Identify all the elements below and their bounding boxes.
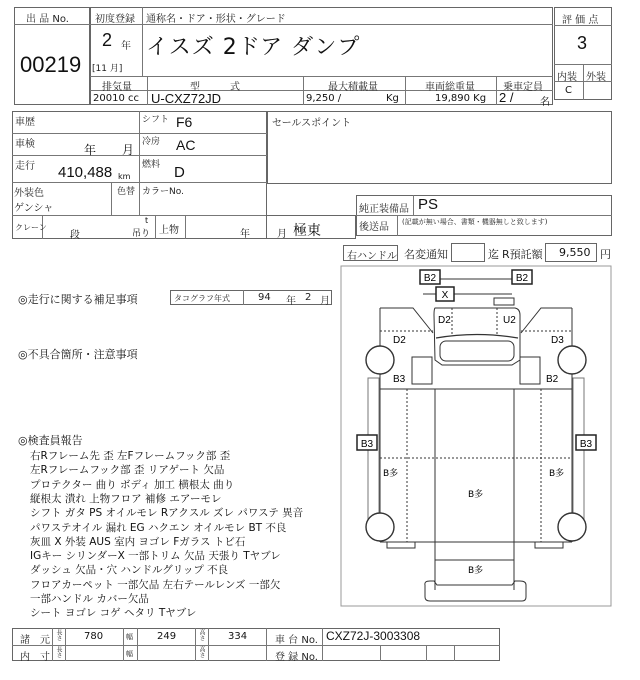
mileage-value: 410,488 (58, 164, 113, 181)
report-line: パワステオイル 漏れ EG ハクエン オイルモレ BT 不良 (30, 521, 287, 534)
interior-grade: C (565, 85, 572, 96)
inspector-report-title: ◎検査員報告 (18, 434, 83, 447)
report-line: シート ヨゴレ コゲ ヘタリ Tヤブレ (30, 607, 197, 620)
lot-label: 出 品 No. (26, 14, 69, 25)
registration-label: 登 録 No. (275, 652, 318, 663)
first-registration-year: 2 (102, 30, 113, 50)
width-label: 幅 (126, 633, 133, 641)
crane-label: クレーン (15, 223, 47, 232)
score-label: 評 価 点 (562, 15, 599, 26)
capacity-value: 2 / (499, 90, 514, 105)
recycle-unit: 円 (600, 248, 611, 261)
tag-bed-right: B多 (549, 469, 565, 479)
color-label: 外装色 (14, 188, 44, 199)
height-label: 高さ (198, 629, 205, 641)
color-change-label: 色替 (117, 187, 136, 197)
inner-length-label: 長さ (55, 646, 62, 658)
body-label: 上物 (159, 225, 179, 236)
capacity-unit: 名 (540, 97, 550, 108)
dims-label: 諸 元 (20, 635, 50, 646)
recycle-amount: 9,550 (559, 246, 591, 259)
defects-title: ◎不具合箇所・注意事項 (18, 348, 138, 361)
report-line: プロテクター 曲り ボディ 加工 横根太 曲り (30, 478, 235, 491)
tag-right-step: B2 (546, 374, 559, 385)
body-year: 年 (240, 229, 250, 240)
tag-front-bumper-left: B2 (423, 273, 437, 284)
first-registration-month: [11 月] (92, 64, 123, 74)
diagram-frame (341, 266, 611, 606)
front-right-wheel (558, 346, 586, 374)
tag-tailgate: B多 (468, 566, 484, 576)
model-label: 型 式 (190, 82, 240, 93)
paid-mark: 迄 (488, 248, 499, 261)
tag-left-door: D2 (393, 335, 406, 346)
tacho-month-unit: 月 (320, 296, 330, 307)
handle-value: 右ハンドル (347, 251, 397, 262)
tag-front-bumper-right: B2 (515, 273, 529, 284)
tag-bed-center: B多 (468, 490, 484, 500)
chassis-number: CXZ72J-3003308 (326, 629, 421, 643)
vehicle-name: イスズ 2ドア ダンプ (146, 35, 361, 60)
tacho-year-unit: 年 (286, 296, 296, 307)
tag-left-step: B3 (393, 374, 406, 385)
max-load-label: 最大積載量 (328, 82, 378, 93)
driving-notes-title: ◎走行に関する補足事項 (18, 293, 138, 306)
width-value: 249 (157, 631, 177, 642)
recycle-label: R預託額 (502, 248, 543, 261)
lot-number: 00219 (20, 52, 82, 77)
report-line: フロアカーペット 一部欠品 左右テールレンズ 一部欠 (30, 578, 281, 591)
tag-left-side: B3 (360, 439, 374, 450)
interior-label: 内装 (557, 72, 577, 83)
gross-weight-label: 車両総重量 (425, 82, 475, 93)
rear-bumper (425, 581, 526, 601)
front-left-wheel (366, 346, 394, 374)
tag-right-door: D3 (551, 335, 564, 346)
color-value: ゲンシャ (14, 203, 54, 214)
length-label: 長さ (55, 629, 62, 641)
sales-point-label: セールスポイント (272, 118, 352, 129)
max-load-value: 9,250 / (306, 93, 342, 104)
ac-label: 冷房 (142, 137, 161, 147)
mileage-unit: km (118, 172, 131, 181)
later-items-label: 後送品 (359, 222, 389, 233)
ac-value: AC (176, 137, 196, 153)
inspection-year: 年 (84, 143, 97, 157)
score-value: 3 (577, 33, 588, 53)
report-line: 灰皿 X 外装 AUS 室内 ヨゴレ Fガラス トビ石 (30, 535, 246, 548)
body-maker: 極東 (293, 223, 321, 239)
inner-width-label: 幅 (126, 650, 133, 658)
report-line: 縦根太 潰れ 上物フロア 補修 エアーモレ (30, 492, 222, 505)
name-label: 通称名・ドア・形状・グレード (146, 14, 286, 25)
tag-cab-right: U2 (503, 315, 516, 326)
truck-damage-diagram (340, 265, 612, 607)
rear-right-wheel (558, 513, 586, 541)
capacity-label: 乗車定員 (503, 82, 543, 93)
shift-label: シフト (142, 115, 170, 125)
crane-stage: 段 (70, 230, 80, 241)
tacho-year: 94 (258, 292, 271, 303)
inspection-label: 車検 (15, 139, 35, 150)
tacho-label: タコグラフ年式 (174, 294, 230, 303)
report-line: 一部ハンドル カバー欠品 (30, 593, 149, 605)
rear-left-wheel (366, 513, 394, 541)
report-line: IGキー シリンダーX 一部トリム 欠品 天張り Tヤブレ (30, 550, 281, 563)
first-registration-label: 初度登録 (95, 14, 135, 25)
year-unit: 年 (121, 41, 131, 52)
tag-cab-left: D2 (438, 315, 451, 326)
displacement-value: 20010 cc (93, 93, 139, 104)
history-label: 車歴 (15, 117, 35, 128)
color-no-label: カラーNo. (142, 187, 184, 197)
name-change-label: 名変通知 (404, 248, 448, 261)
report-line: シフト ガタ PS オイルモレ Rアクスル ズレ パワステ 異音 (30, 507, 304, 520)
tag-right-side: B3 (579, 439, 593, 450)
inspection-month: 月 (122, 143, 135, 157)
fuel-label: 燃料 (142, 160, 161, 170)
exterior-label: 外装 (586, 72, 606, 83)
name-change-box (451, 243, 485, 262)
model-value: U-CXZ72JD (151, 91, 222, 106)
shift-value: F6 (176, 114, 193, 130)
inner-height-label: 高さ (198, 646, 205, 658)
body-month: 月 (277, 229, 287, 240)
tag-bed-left: B多 (383, 469, 399, 479)
report-line: ダッシュ 欠品・穴 ハンドルグリップ 不良 (30, 564, 229, 577)
length-value: 780 (84, 631, 104, 642)
report-line: 左Rフレームフック部 歪 リアゲート 欠品 (30, 464, 225, 477)
windshield (440, 341, 514, 361)
fuel-value: D (174, 164, 185, 181)
crane-t: t (145, 216, 149, 225)
chassis-label: 車 台 No. (275, 635, 318, 646)
max-load-unit: Kg (386, 93, 399, 104)
tacho-month: 2 (305, 292, 312, 303)
inner-dims-label: 内 寸 (20, 652, 50, 663)
mileage-label: 走行 (15, 161, 35, 172)
equipment-label: 純正装備品 (359, 204, 409, 215)
equipment-value: PS (418, 196, 439, 213)
gross-weight-value: 19,890 Kg (435, 93, 487, 104)
height-value: 334 (228, 631, 248, 642)
displacement-label: 排気量 (102, 82, 132, 93)
report-line: 右Rフレーム先 歪 左Fフレームフック部 歪 (30, 450, 231, 462)
tag-grille: X (441, 290, 449, 301)
crane-lift: 吊り (132, 229, 151, 239)
later-items-note: (記載が無い場合、書類・機器無しと致します) (402, 218, 548, 226)
